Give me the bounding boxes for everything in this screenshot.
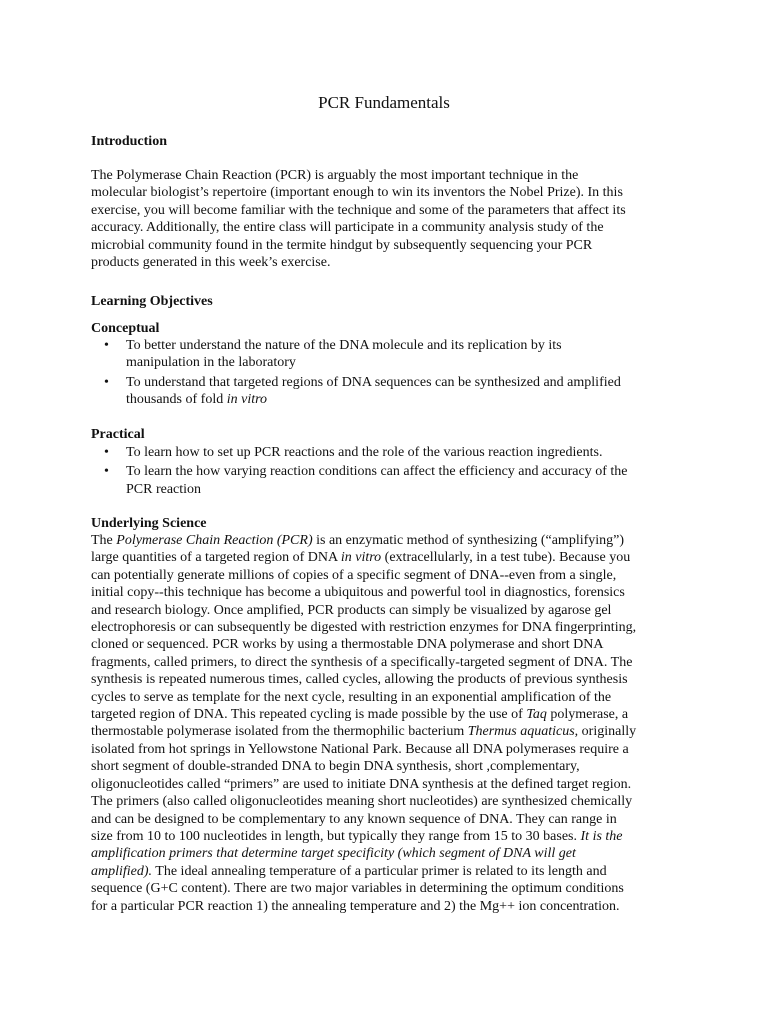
list-item [91, 337, 681, 372]
learning-objectives-heading: Learning Objectives [91, 294, 213, 309]
practical-list [91, 444, 681, 500]
text-run: large quantities of a targeted region of DNA [91, 550, 341, 566]
italic-run: in vitro [340, 550, 382, 566]
text-line: products generated in this week’s exercise. [91, 255, 331, 271]
text-line: accuracy. Additionally, the entire class will participate in a community analysis study of the [91, 220, 604, 236]
text-run: polymerase, a [546, 707, 629, 723]
text-run: The [91, 533, 117, 548]
text-line: fragments, called primers, to direct the synthesis of a specifically-targeted segment of DNA. The [91, 654, 633, 670]
text-line: molecular biologist’s repertoire (important enough to win its inventors the Nobel Prize). In this [91, 185, 623, 201]
text-line [126, 391, 681, 408]
text-line: short segment of double-stranded DNA to begin DNA synthesis, short ,complementary, [91, 759, 580, 775]
text-line [91, 723, 681, 740]
text-run: size from 10 to 100 nucleotides in length, but typically they range from 15 to 30 bases. [91, 828, 581, 844]
italic-run: amplified). [91, 863, 153, 879]
text-line: manipulation in the laboratory [126, 355, 296, 371]
list-item [91, 444, 681, 461]
text-line: initial copy--this technique has become a ubiquitous and powerful tool in diagnostics, forensics [91, 585, 625, 601]
text-line [91, 549, 681, 566]
text-line: oligonucleotides called “primers” are used to initiate DNA synthesis at the defined target region. [91, 776, 632, 792]
text-line: PCR reaction [126, 481, 202, 497]
text-line [91, 863, 681, 880]
text-run: thermostable polymerase isolated from the thermophilic bacterium [91, 724, 468, 740]
conceptual-list [91, 337, 681, 411]
text-line [91, 706, 681, 723]
text-line: To understand that targeted regions of DNA sequences can be synthesized and amplified [126, 374, 621, 390]
text-line: To learn the how varying reaction conditions can affect the efficiency and accuracy of the [126, 464, 628, 480]
text-line: The Polymerase Chain Reaction (PCR) is arguably the most important technique in the [91, 168, 579, 183]
text-line: electrophoresis or can subsequently be digested with restriction enzymes for DNA fingerprinting, [91, 620, 637, 636]
italic-run: Polymerase Chain Reaction (PCR) [116, 533, 313, 548]
text-line: sequence (G+C content). There are two major variables in determining the optimum conditions [91, 881, 624, 897]
text-line: and can be designed to be complementary to any known sequence of DNA. They can range in [91, 811, 617, 827]
text-line [91, 845, 681, 862]
bullet-icon: • [104, 445, 109, 460]
italic-run: amplification primers that determine target specificity (which segment of DNA will get [91, 846, 576, 862]
italic-run: in vitro [226, 392, 268, 408]
text-line: To better understand the nature of the DNA molecule and its replication by its [126, 338, 562, 353]
text-line: microbial community found in the termite hindgut by subsequently sequencing your PCR [91, 237, 593, 253]
text-line: cloned or sequenced. PCR works by using a thermostable DNA polymerase and short DNA [91, 637, 604, 653]
bullet-icon: • [104, 338, 109, 353]
text-line: can potentially generate millions of copies of a specific segment of DNA--even from a single, [91, 567, 617, 583]
italic-run: It is the [580, 828, 623, 844]
text-line: cycles to serve as template for the next cycle, resulting in an exponential amplification of the [91, 689, 612, 705]
text-run: thousands of fold [126, 392, 227, 408]
italic-run: Taq [526, 707, 547, 723]
bullet-icon: • [104, 464, 109, 480]
text-line: To learn how to set up PCR reactions and the role of the various reaction ingredients. [126, 445, 603, 460]
underlying-science-heading: Underlying Science [91, 516, 207, 531]
text-line: synthesis is repeated numerous times, called cycles, allowing the products of previous synthesis [91, 672, 628, 688]
introduction-paragraph [91, 167, 681, 271]
text-run: targeted region of DNA. This repeated cycling is made possible by the use of [91, 707, 527, 723]
italic-run: Thermus aquaticus [467, 724, 575, 740]
list-item [91, 374, 681, 409]
text-line: for a particular PCR reaction 1) the annealing temperature and 2) the Mg++ ion concentration. [91, 898, 620, 914]
bullet-icon: • [104, 374, 109, 390]
text-line: The primers (also called oligonucleotides meaning short nucleotides) are synthesized chemically [91, 794, 633, 810]
text-line: isolated from hot springs in Yellowstone National Park. Because all DNA polymerases require a [91, 741, 629, 757]
underlying-science-paragraph [91, 532, 681, 915]
conceptual-heading: Conceptual [91, 321, 160, 336]
text-run: , originally [574, 724, 637, 740]
list-item [91, 463, 681, 498]
text-run: (extracellularly, in a test tube). Because you [381, 550, 631, 566]
text-run: is an enzymatic method of synthesizing (“amplifying”) [312, 533, 625, 548]
text-line: and research biology. Once amplified, PCR products can simply be visualized by agarose gel [91, 602, 612, 618]
introduction-heading: Introduction [91, 134, 167, 149]
practical-heading: Practical [91, 427, 145, 442]
text-run: The ideal annealing temperature of a particular primer is related to its length and [152, 863, 607, 879]
document-title: PCR Fundamentals [318, 93, 450, 112]
text-line [91, 532, 681, 549]
text-line: exercise, you will become familiar with the technique and some of the parameters that affect its [91, 202, 626, 218]
text-line [91, 828, 681, 845]
